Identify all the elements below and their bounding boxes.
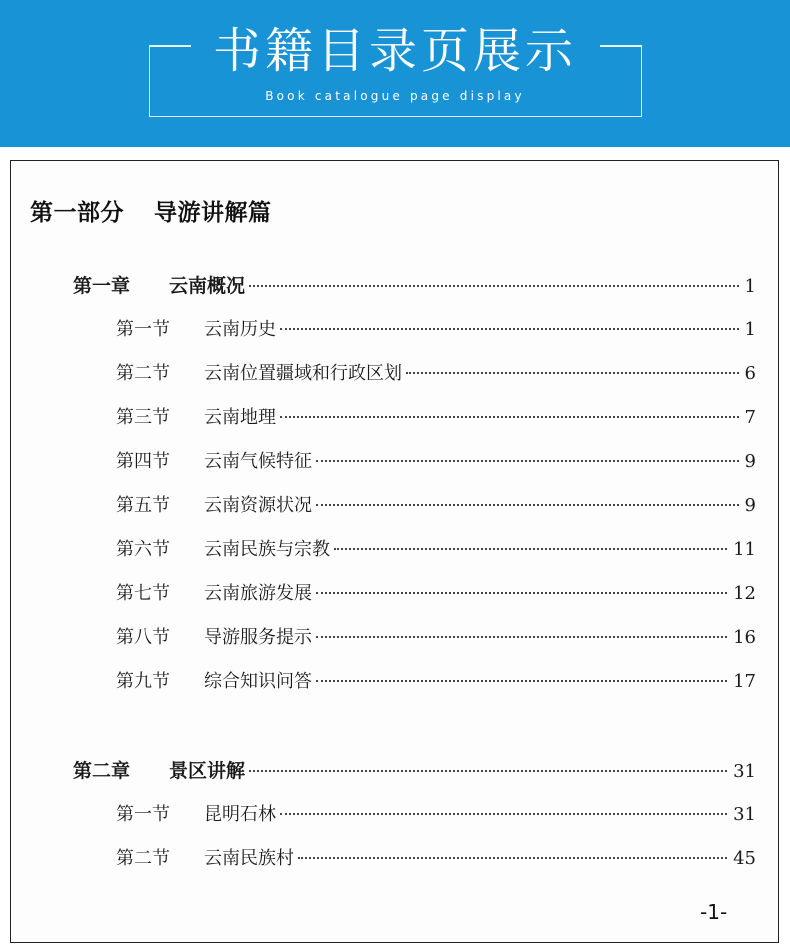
toc-section [116,579,756,605]
section-title: 云南历史 [204,319,276,340]
section-number: 第八节 [116,627,170,648]
page-folio: -1- [700,900,728,924]
section-title: 云南位置疆域和行政区划 [204,363,402,384]
section-page: 6 [744,363,756,384]
section-title: 云南资源状况 [204,495,312,516]
chapter-number: 第二章 [73,760,131,782]
section-page: 1 [744,319,756,340]
section-number: 第四节 [116,451,170,472]
toc-chapter-1 [73,271,756,298]
dot-leader [280,813,727,815]
toc-section [116,403,756,429]
section-number: 第三节 [116,407,170,428]
toc-section [116,359,756,385]
toc-section [116,623,756,649]
chapter-number: 第一章 [73,275,131,297]
toc-section [116,800,756,826]
section-number: 第二节 [116,363,170,384]
section-page: 7 [744,407,756,428]
section-title: 云南地理 [204,407,276,428]
toc-section [116,447,756,473]
dot-leader [249,285,739,287]
banner-subtitle: Book catalogue page display [265,89,525,103]
section-number: 第一节 [116,319,170,340]
section-title: 昆明石林 [204,804,276,825]
part-title: 导游讲解篇 [154,199,272,226]
chapter-page: 31 [733,761,756,782]
section-page: 11 [733,539,756,560]
section-number: 第六节 [116,539,170,560]
section-title: 导游服务提示 [204,627,312,648]
dot-leader [280,328,739,330]
section-title: 云南旅游发展 [204,583,312,604]
dot-leader [298,857,727,859]
dot-leader [406,372,739,374]
section-page: 17 [733,671,756,692]
section-page: 31 [733,804,756,825]
dot-leader [334,548,727,550]
section-number: 第一节 [116,804,170,825]
chapter-title: 云南概况 [169,275,246,297]
dot-leader [316,680,727,682]
section-number: 第七节 [116,583,170,604]
chapter-page: 1 [744,276,756,297]
section-number: 第五节 [116,495,170,516]
section-page: 9 [744,495,756,516]
section-title: 综合知识问答 [204,671,312,692]
section-page: 12 [733,583,756,604]
section-number: 第九节 [116,671,170,692]
toc-section [116,844,756,870]
dot-leader [280,416,739,418]
section-title: 云南气候特征 [204,451,312,472]
dot-leader [316,504,739,506]
dot-leader [316,460,739,462]
banner-title: 书籍目录页展示 [212,23,577,79]
toc-section [116,315,756,341]
toc-section [116,667,756,693]
section-page: 16 [733,627,756,648]
section-title: 云南民族村 [204,848,294,869]
toc-chapter-2 [73,756,756,783]
section-number: 第二节 [116,848,170,869]
chapter-title: 景区讲解 [169,760,246,782]
dot-leader [316,636,727,638]
section-page: 45 [733,848,756,869]
dot-leader [316,592,727,594]
toc-section [116,491,756,517]
part-number: 第一部分 [30,199,124,226]
part-heading [30,194,272,227]
dot-leader [249,770,727,772]
toc-section [116,535,756,561]
section-title: 云南民族与宗教 [204,539,330,560]
section-page: 9 [744,451,756,472]
